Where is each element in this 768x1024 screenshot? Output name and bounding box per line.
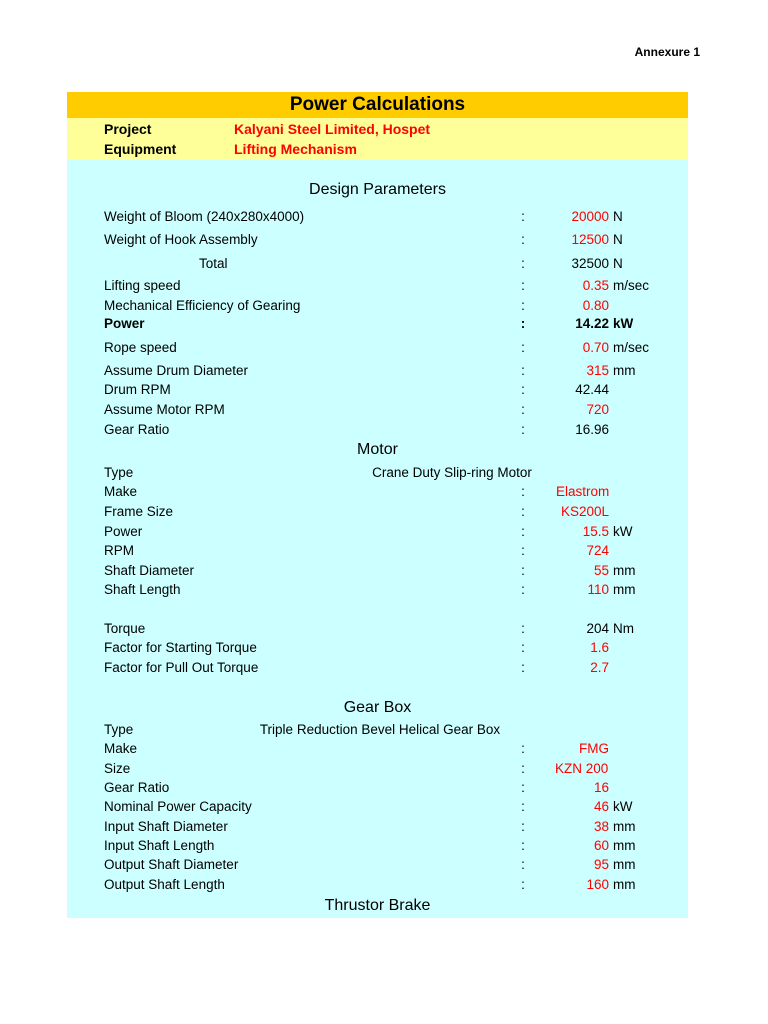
row-value: 16.96: [575, 422, 609, 437]
row-value: 204: [586, 621, 609, 636]
row-label: Make: [104, 741, 138, 756]
project-label: Project: [104, 121, 152, 137]
row-separator: :: [521, 363, 525, 378]
row-label: Assume Motor RPM: [104, 402, 225, 417]
row-value: 0.80: [582, 298, 609, 313]
row-value: FMG: [579, 741, 609, 756]
table-row: [67, 875, 688, 894]
table-row: [67, 207, 688, 226]
row-unit: mm: [613, 582, 636, 597]
row-label: Total: [199, 256, 228, 271]
row-separator: :: [521, 484, 525, 499]
row-label: Shaft Length: [104, 582, 181, 597]
row-label: Rope speed: [104, 340, 177, 355]
row-value: 0.35: [582, 278, 609, 293]
project-value: Kalyani Steel Limited, Hospet: [234, 121, 431, 137]
row-value: KZN 200: [555, 761, 609, 776]
row-label: Shaft Diameter: [104, 563, 195, 578]
table-row: [67, 720, 688, 739]
row-separator: :: [521, 640, 525, 655]
row-unit: mm: [613, 857, 636, 872]
row-unit: N: [613, 232, 623, 247]
table-row: [67, 759, 688, 778]
row-separator: :: [521, 838, 525, 853]
row-label: Lifting speed: [104, 278, 181, 293]
row-separator: :: [521, 543, 525, 558]
row-unit: m/sec: [613, 340, 650, 355]
row-value: 55: [593, 563, 609, 578]
row-value: 315: [586, 363, 609, 378]
page-title: Power Calculations: [67, 92, 688, 118]
table-row: [67, 658, 688, 677]
row-value: 16: [593, 780, 609, 795]
row-separator: :: [521, 422, 525, 437]
motor-heading: Motor: [357, 441, 398, 458]
row-label: Type: [104, 465, 134, 480]
equipment-label: Equipment: [104, 141, 177, 157]
row-label: Torque: [104, 621, 146, 636]
table-row: [67, 420, 688, 439]
table-row: [67, 230, 688, 249]
row-label: Nominal Power Capacity: [104, 799, 252, 814]
table-row: [67, 314, 688, 333]
row-label: Mechanical Efficiency of Gearing: [104, 298, 301, 313]
table-row: [67, 522, 688, 541]
project-row: [67, 119, 688, 139]
row-separator: :: [521, 621, 525, 636]
table-row: [67, 778, 688, 797]
row-label: RPM: [104, 543, 134, 558]
row-label: Input Shaft Diameter: [104, 819, 228, 834]
row-unit: mm: [613, 363, 636, 378]
table-row: [67, 276, 688, 295]
row-separator: :: [521, 582, 525, 597]
annexure-label: Annexure 1: [634, 45, 700, 59]
table-row: [67, 296, 688, 315]
row-label: Assume Drum Diameter: [104, 363, 249, 378]
row-separator: :: [521, 298, 525, 313]
row-label: Weight of Hook Assembly: [104, 232, 258, 247]
row-value: 1.6: [590, 640, 609, 655]
row-separator: :: [521, 799, 525, 814]
row-separator: :: [521, 232, 525, 247]
table-row: [67, 561, 688, 580]
row-label: Size: [104, 761, 131, 776]
row-separator: :: [520, 316, 526, 331]
row-value: Crane Duty Slip-ring Motor: [372, 465, 532, 480]
table-row: [67, 254, 688, 273]
row-value: 60: [593, 838, 609, 853]
row-value: 2.7: [590, 660, 609, 675]
row-unit: N: [613, 256, 623, 271]
row-value: 32500: [571, 256, 609, 271]
row-value: 724: [586, 543, 609, 558]
row-unit: N: [613, 209, 623, 224]
row-unit: kW: [613, 799, 633, 814]
row-unit: mm: [613, 563, 636, 578]
row-unit: kW: [613, 524, 633, 539]
row-separator: :: [521, 857, 525, 872]
row-label: Output Shaft Diameter: [104, 857, 239, 872]
row-value: 38: [593, 819, 609, 834]
row-separator: :: [521, 209, 525, 224]
row-label: Factor for Pull Out Torque: [104, 660, 259, 675]
gear-box-heading: Gear Box: [343, 699, 412, 716]
table-row: [67, 380, 688, 399]
table-row: [67, 361, 688, 380]
row-label: Output Shaft Length: [104, 877, 225, 892]
row-separator: :: [521, 278, 525, 293]
row-label: Make: [104, 484, 138, 499]
row-separator: :: [521, 524, 525, 539]
row-value: 20000: [571, 209, 609, 224]
row-label: Type: [104, 722, 134, 737]
row-label: Power: [104, 316, 145, 331]
row-unit: mm: [613, 838, 636, 853]
row-label: Power: [104, 524, 143, 539]
row-value: 95: [593, 857, 609, 872]
table-row: [67, 619, 688, 638]
row-separator: :: [521, 504, 525, 519]
row-label: Weight of Bloom (240x280x4000): [104, 209, 305, 224]
row-separator: :: [521, 819, 525, 834]
row-separator: :: [521, 660, 525, 675]
calculation-sheet: [67, 92, 688, 918]
row-value: 160: [586, 877, 609, 892]
row-separator: :: [521, 563, 525, 578]
row-value: 720: [586, 402, 609, 417]
table-row: [67, 817, 688, 836]
table-row: [67, 739, 688, 758]
row-value: 14.22: [575, 316, 609, 331]
row-separator: :: [521, 877, 525, 892]
row-label: Gear Ratio: [104, 422, 170, 437]
row-unit: mm: [613, 877, 636, 892]
row-unit: kW: [613, 316, 634, 331]
thrustor-brake-heading: Thrustor Brake: [324, 897, 431, 914]
table-row: [67, 482, 688, 501]
equipment-value: Lifting Mechanism: [234, 141, 357, 157]
row-unit: Nm: [613, 621, 634, 636]
row-separator: :: [521, 402, 525, 417]
table-row: [67, 855, 688, 874]
table-row: [67, 836, 688, 855]
row-unit: m/sec: [613, 278, 650, 293]
row-separator: :: [521, 780, 525, 795]
row-label: Input Shaft Length: [104, 838, 215, 853]
design-parameters-heading: Design Parameters: [309, 181, 446, 198]
row-separator: :: [521, 340, 525, 355]
row-separator: :: [521, 761, 525, 776]
table-row: [67, 541, 688, 560]
table-row: [67, 502, 688, 521]
row-label: Factor for Starting Torque: [104, 640, 257, 655]
row-label: Frame Size: [104, 504, 174, 519]
row-value: Elastrom: [556, 484, 610, 499]
row-separator: :: [521, 741, 525, 756]
equipment-row: [67, 139, 688, 159]
table-row: [67, 638, 688, 657]
row-label: Gear Ratio: [104, 780, 170, 795]
row-value: 110: [587, 582, 609, 597]
table-row: [67, 580, 688, 599]
row-value: 42.44: [575, 382, 609, 397]
table-row: [67, 797, 688, 816]
row-value: 12500: [571, 232, 609, 247]
table-row: [67, 338, 688, 357]
table-row: [67, 463, 688, 482]
row-unit: mm: [613, 819, 636, 834]
row-value: KS200L: [561, 504, 610, 519]
row-label: Drum RPM: [104, 382, 171, 397]
row-value: 0.70: [582, 340, 609, 355]
row-value: Triple Reduction Bevel Helical Gear Box: [259, 722, 501, 737]
table-row: [67, 400, 688, 419]
row-value: 15.5: [582, 524, 609, 539]
project-info: [67, 118, 688, 160]
row-separator: :: [521, 256, 525, 271]
row-separator: :: [521, 382, 525, 397]
row-value: 46: [593, 799, 609, 814]
